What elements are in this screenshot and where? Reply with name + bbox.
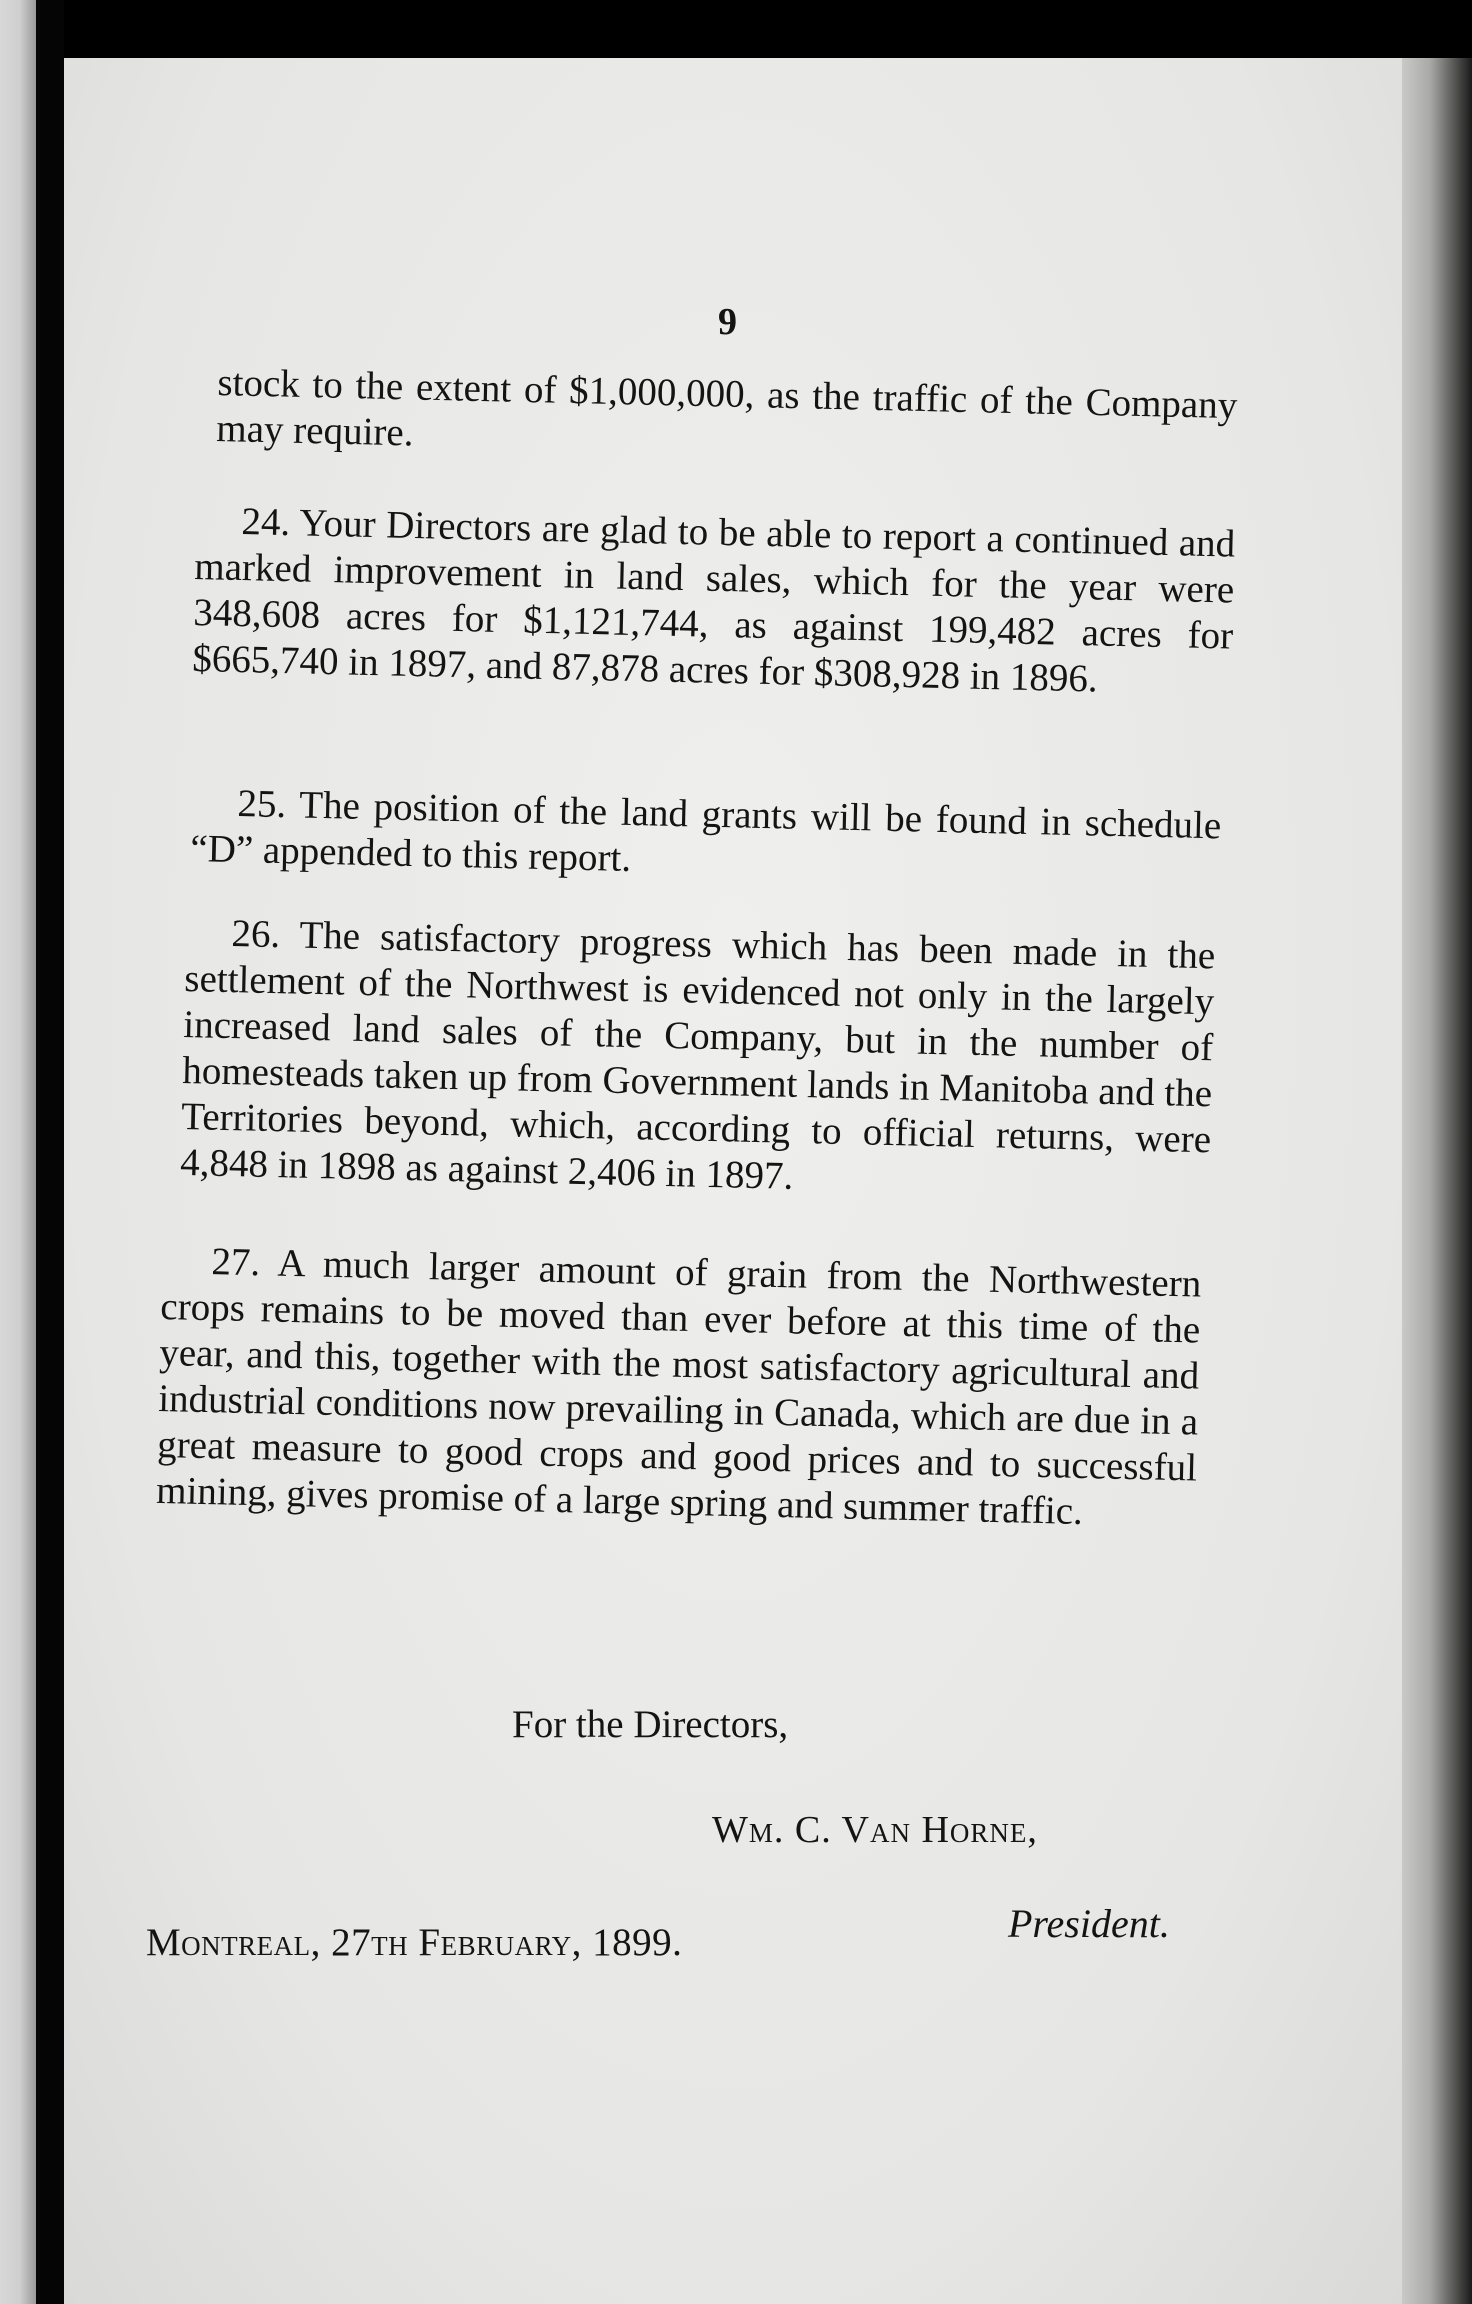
paragraph-25: 25. The position of the land grants will be found in schedule “D” appended to this report. — [189, 782, 1222, 880]
signatory-title: President. — [1008, 1901, 1170, 1946]
paragraph-26: 26. The satisfactory progress which has been made in the settlement of the Northwest is evidenced not only in the largely increased land sales of the Company, but in the number of homesteads taken up from Government lands in Manitoba and the Territories beyond, which, according to official returns, were 4,848 in 1898 as against 2,406 in 1897. — [179, 912, 1216, 1198]
page-right-edge — [1402, 58, 1472, 2304]
closing-line: For the Directors, — [512, 1703, 789, 1746]
paragraph-continued: stock to the extent of $1,000,000, as the traffic of the Company may require. — [215, 360, 1238, 455]
page-number: 9 — [718, 301, 737, 343]
paragraph-27: 27. A much larger amount of grain from the Northwestern crops remains to be moved than ever before at this time of the year, and this, together with the most satisfactory agricultural and industrial conditions now prevailing in Canada, which are due in a great measure to good crops and good prices and to successful mining, gives promise of a large spring and summer traffic. — [155, 1240, 1202, 1533]
place-and-date: Montreal, 27th February, 1899. — [146, 1921, 683, 1964]
signatory-name: Wm. C. Van Horne, — [712, 1809, 1038, 1851]
paragraph-24: 24. Your Directors are glad to be able to report a continued and marked improvement in land sales, which for the year were 348,608 acres for $1,121,744, as against 199,482 acres for $665,740 in 1897, and 87,878 acres for $308,928 in 1896. — [191, 500, 1236, 701]
book-spine-shadow — [36, 0, 64, 2304]
adjacent-page-edge — [0, 0, 36, 2304]
